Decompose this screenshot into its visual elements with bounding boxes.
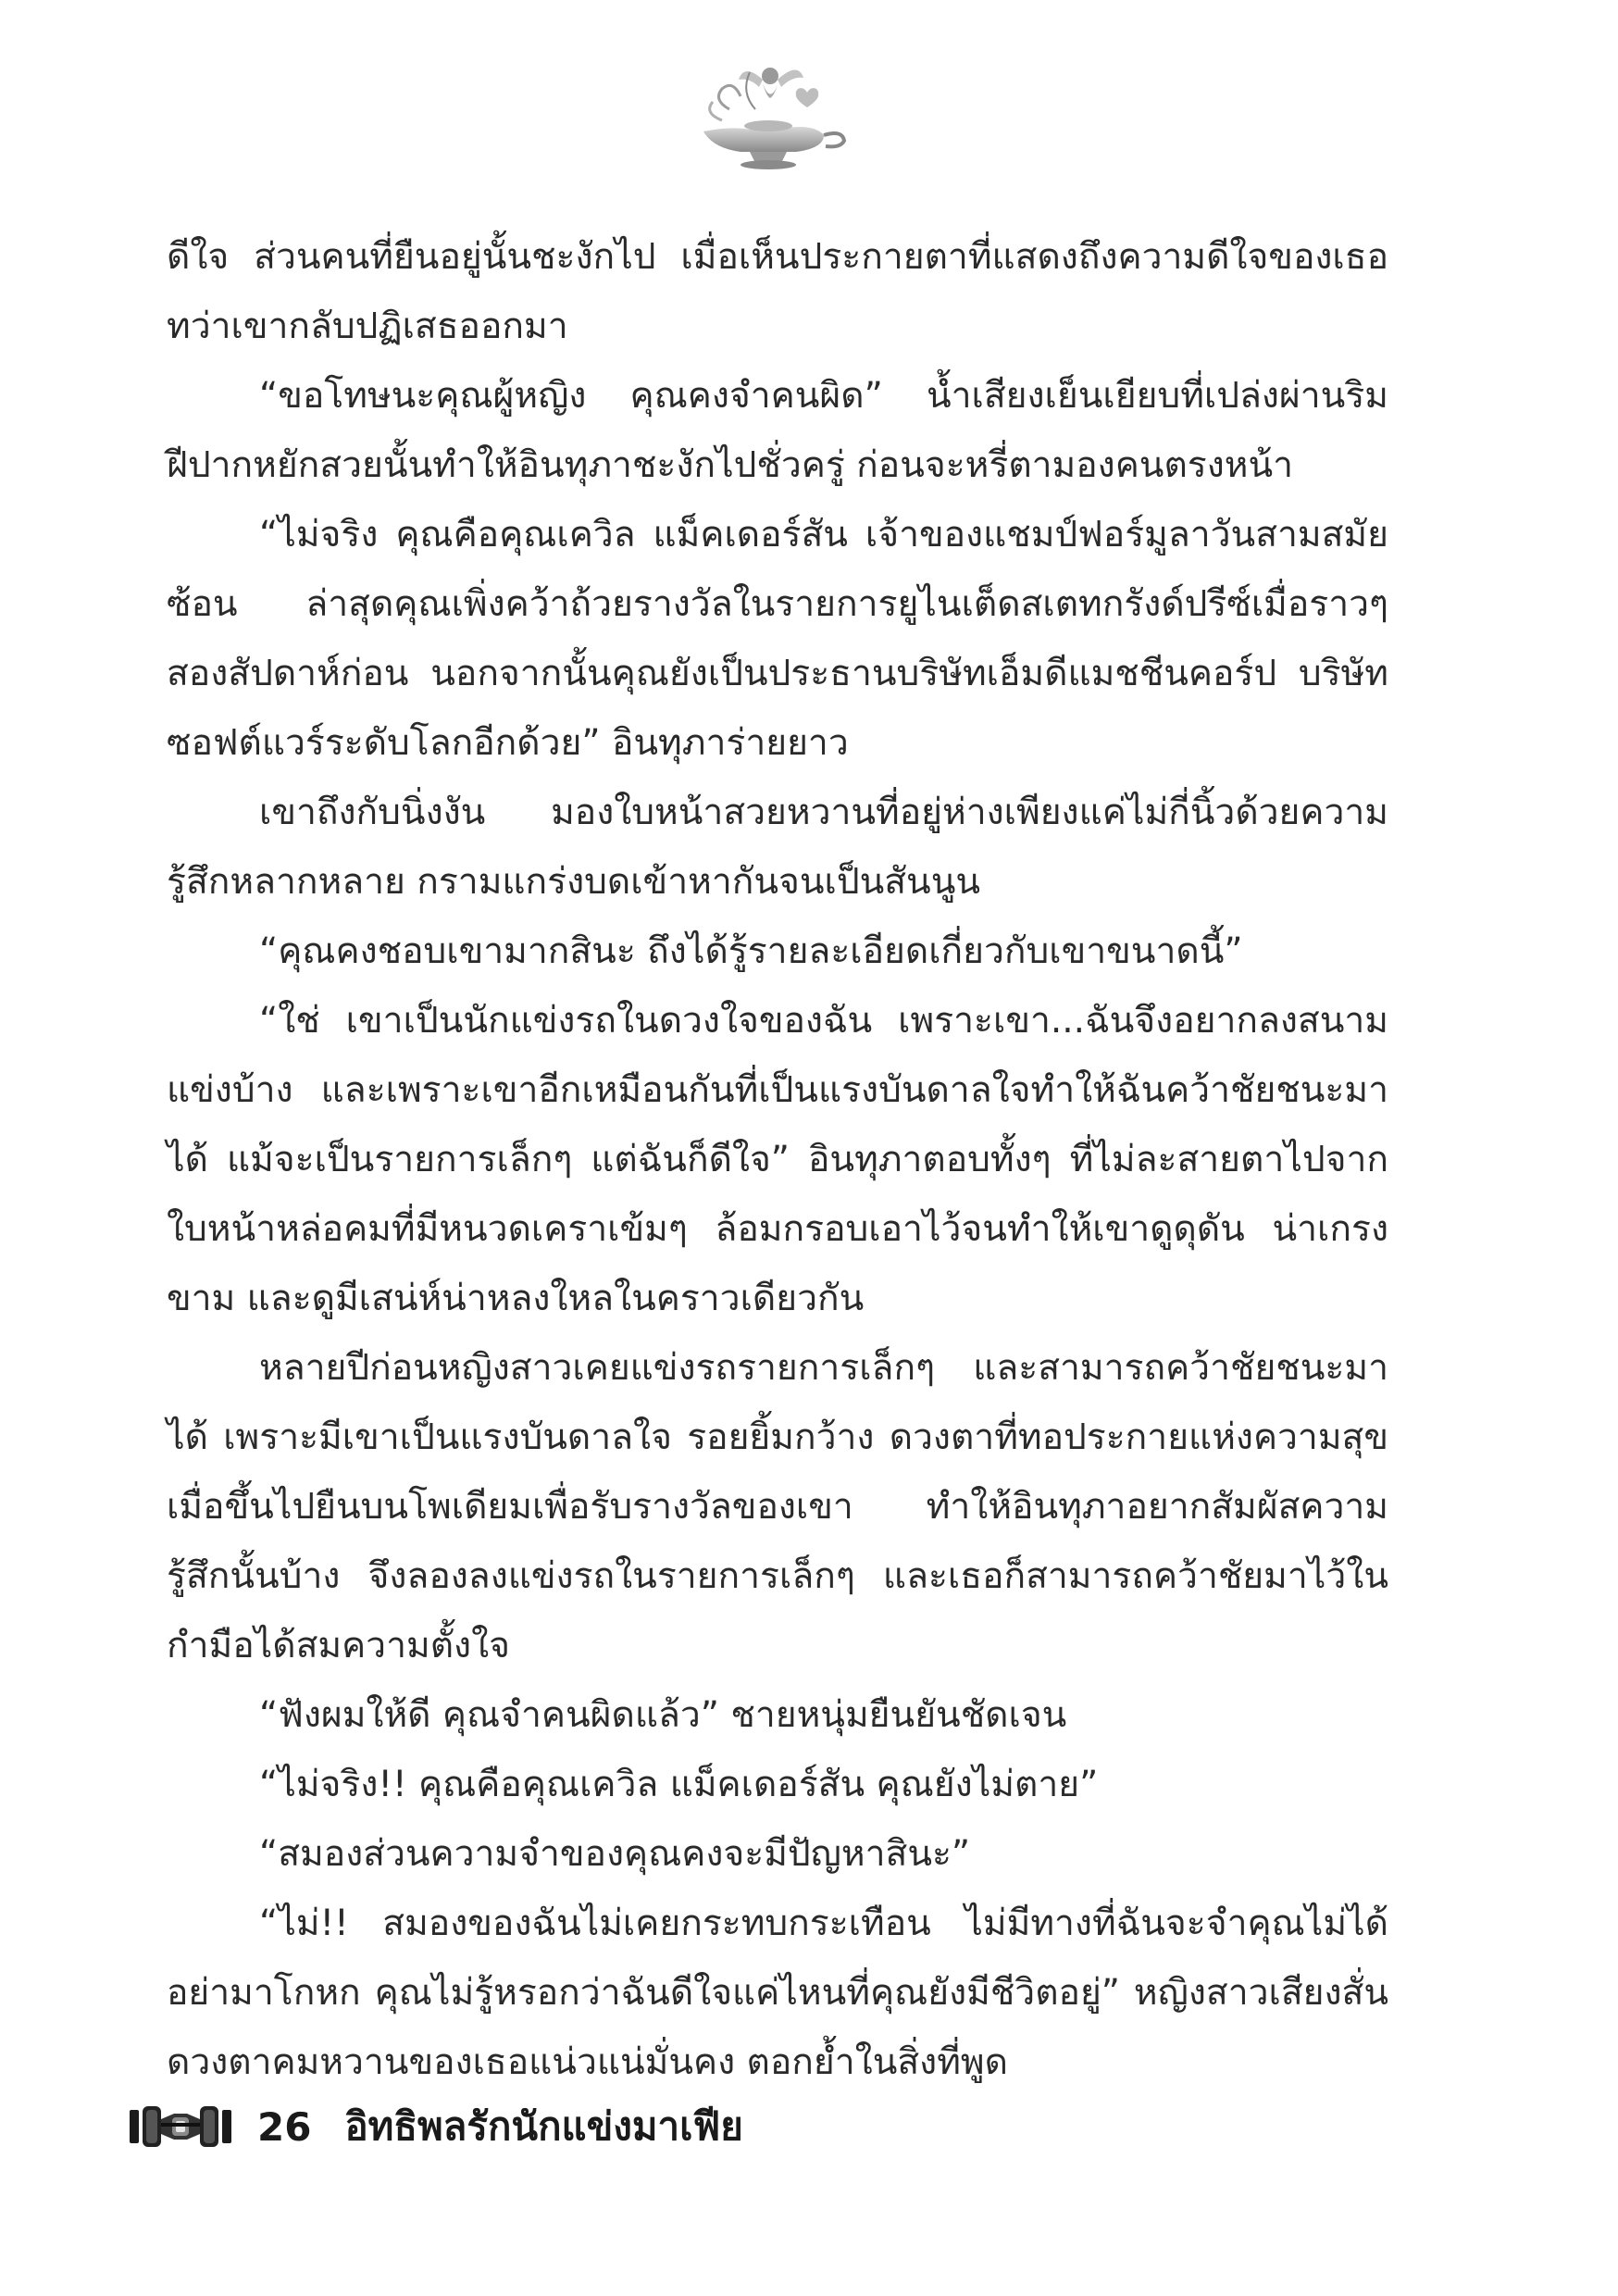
- paragraph: “ฟังผมให้ดี คุณจำคนผิดแล้ว” ชายหนุ่มยืนยันชัดเจน: [259, 1694, 1067, 1736]
- book-title: อิทธิพลรักนักแข่งมาเฟีย: [344, 2103, 743, 2149]
- paragraph: “ขอโทษนะคุณผู้หญิง คุณคงจำคนผิด” น้ำเสียงเย็นเยียบที่เปล่งผ่านริมฝีปากหยักสวยนั้นทำให้อินทุภาชะงักไปชั่วครู่ ก่อนจะหรี่ตามองคนตรงหน้า: [167, 375, 1388, 486]
- story-text: [167, 222, 1388, 2097]
- page-number: 26: [257, 2103, 312, 2150]
- paragraph: เขาถึงกับนิ่งงัน มองใบหน้าสวยหวานที่อยู่ห่างเพียงแค่ไม่กี่นิ้วด้วยความรู้สึกหลากหลาย กรามแกร่งบดเข้าหากันจนเป็นสันนูน: [167, 792, 1388, 903]
- paragraph: “ไม่จริง!! คุณคือคุณเควิล แม็คเดอร์สัน คุณยังไม่ตาย”: [259, 1764, 1099, 1805]
- paragraph: หลายปีก่อนหญิงสาวเคยแข่งรถรายการเล็กๆ และสามารถคว้าชัยชนะมาได้ เพราะมีเขาเป็นแรงบันดาลใจ รอยยิ้มกว้าง ดวงตาที่ทอประกายแห่งความสุข เมื่อขึ้นไปยืนบนโพเดียมเพื่อรับรางวัลของเขา ทำให้อินทุภาอยากสัมผัสความรู้สึกนั้นบ้าง จึงลองลงแข่งรถในรายการเล็กๆ และเธอก็สามารถคว้าชัยมาไว้ในกำมือได้สมความตั้งใจ: [167, 1347, 1388, 1666]
- page-footer: [130, 2094, 743, 2159]
- paragraph: “สมองส่วนความจำของคุณคงจะมีปัญหาสินะ”: [259, 1833, 971, 1875]
- paragraph: “ไม่!! สมองของฉันไม่เคยกระทบกระเทือน ไม่มีทางที่ฉันจะจำคุณไม่ได้ อย่ามาโกหก คุณไม่รู้หรอกว่าฉันดีใจแค่ไหนที่คุณยังมีชีวิตอยู่” หญิงสาวเสียงสั่น ดวงตาคมหวานของเธอแน่วแน่มั่นคง ตอกย้ำในสิ่งที่พูด: [167, 1903, 1388, 2083]
- race-car-icon: [130, 2101, 231, 2152]
- paragraph: ดีใจ ส่วนคนที่ยืนอยู่นั้นชะงักไป เมื่อเห็นประกายตาที่แสดงถึงความดีใจของเธอ ทว่าเขากลับปฏิเสธออกมา: [167, 236, 1388, 347]
- paragraph: “ไม่จริง คุณคือคุณเควิล แม็คเดอร์สัน เจ้าของแชมป์ฟอร์มูลาวันสามสมัยซ้อน ล่าสุดคุณเพิ่งคว้าถ้วยรางวัลในรายการยูไนเต็ดสเตทกรังด์ปรีซ์เมื่อราวๆ สองสัปดาห์ก่อน นอกจากนั้นคุณยังเป็นประธานบริษัทเอ็มดีแมชชีนคอร์ป บริษัทซอฟต์แวร์ระดับโลกอีกด้วย” อินทุภาร่ายยาว: [167, 514, 1388, 764]
- paragraph: “ใช่ เขาเป็นนักแข่งรถในดวงใจของฉัน เพราะเขา...ฉันจึงอยากลงสนามแข่งบ้าง และเพราะเขาอีกเหมือนกันที่เป็นแรงบันดาลใจทำให้ฉันคว้าชัยชนะมาได้ แม้จะเป็นรายการเล็กๆ แต่ฉันก็ดีใจ” อินทุภาตอบทั้งๆ ที่ไม่ละสายตาไปจากใบหน้าหล่อคมที่มีหนวดเคราเข้มๆ ล้อมกรอบเอาไว้จนทำให้เขาดูดุดัน น่าเกรงขาม และดูมีเสน่ห์น่าหลงใหลในคราวเดียวกัน: [167, 1000, 1388, 1319]
- lamp-with-cupid-icon: [685, 56, 852, 176]
- paragraph: “คุณคงชอบเขามากสินะ ถึงได้รู้รายละเอียดเกี่ยวกับเขาขนาดนี้”: [259, 930, 1243, 972]
